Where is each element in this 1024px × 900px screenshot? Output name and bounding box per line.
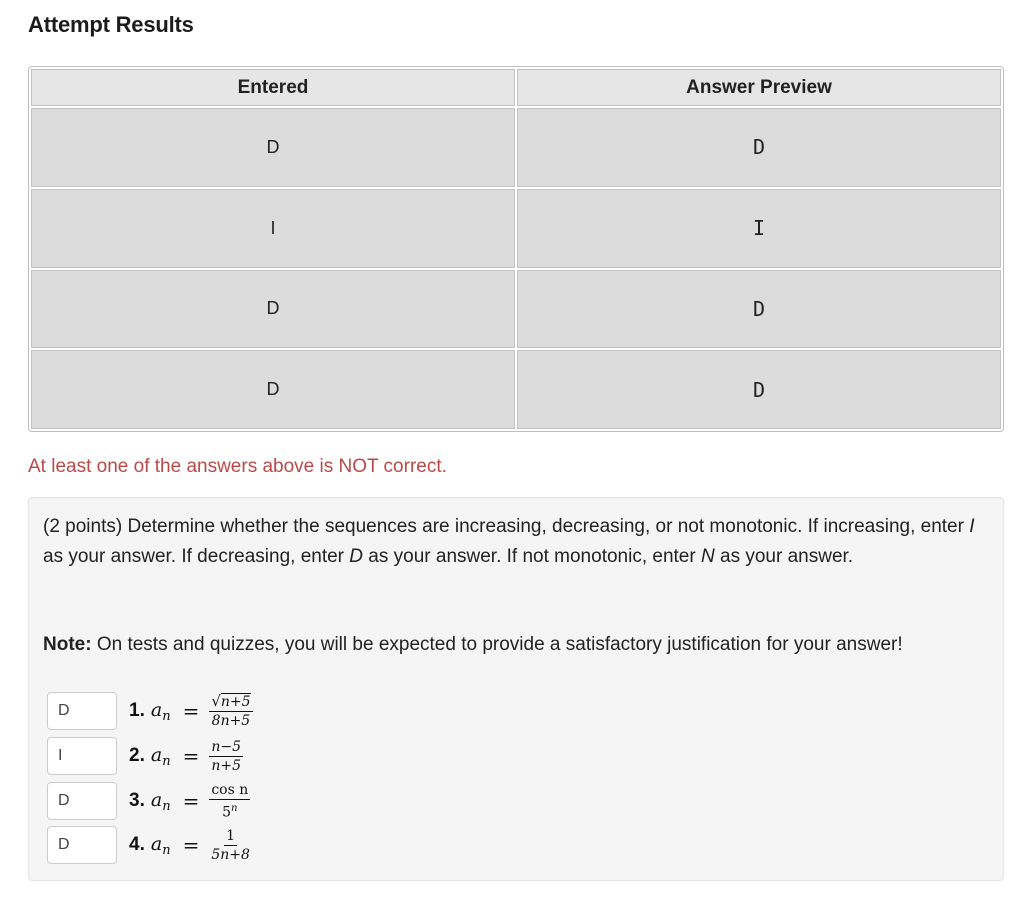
denominator-4: 5n+8 bbox=[211, 846, 250, 863]
entered-cell: D bbox=[31, 108, 515, 187]
item-number: 1. bbox=[129, 700, 145, 721]
prompt-text-mid2: as your answer. If not monotonic, enter bbox=[363, 546, 701, 567]
header-entered: Entered bbox=[31, 69, 515, 106]
sequence-variable: $a_n$ bbox=[150, 788, 171, 814]
answer-row-2 bbox=[47, 736, 243, 776]
answer-input-1[interactable] bbox=[47, 692, 117, 730]
answer-input-2[interactable] bbox=[47, 737, 117, 775]
formula-3 bbox=[129, 782, 250, 821]
formula-1 bbox=[129, 693, 253, 729]
results-table bbox=[29, 67, 1003, 431]
results-header-row bbox=[31, 69, 1001, 106]
answer-row-1 bbox=[47, 691, 253, 731]
denominator-1: 8n+5 bbox=[211, 713, 251, 729]
equals-sign: = bbox=[182, 699, 200, 723]
sequence-variable: $a_n$ bbox=[150, 832, 171, 858]
note-label: Note: bbox=[43, 634, 92, 655]
table-row bbox=[31, 108, 1001, 187]
problem-note bbox=[43, 630, 903, 660]
entered-cell: I bbox=[31, 189, 515, 268]
formula-2 bbox=[129, 739, 243, 774]
problem-prompt bbox=[43, 512, 993, 572]
preview-cell: D bbox=[517, 350, 1001, 429]
sequence-variable: $a_n$ bbox=[150, 698, 171, 724]
attempt-results-table bbox=[28, 66, 1004, 432]
prompt-i: I bbox=[969, 516, 975, 537]
problem-panel bbox=[28, 497, 1004, 881]
numerator-1: √n+5 bbox=[211, 692, 251, 710]
preview-cell: D bbox=[517, 108, 1001, 187]
numerator-2: n−5 bbox=[211, 738, 241, 755]
page-title: Attempt Results bbox=[28, 12, 194, 37]
item-number: 4. bbox=[129, 834, 145, 855]
answer-input-4[interactable] bbox=[47, 826, 117, 864]
fraction-1 bbox=[209, 693, 252, 729]
fraction-2 bbox=[209, 739, 243, 774]
sequence-variable: $a_n$ bbox=[150, 743, 171, 769]
sqrt-icon: √ bbox=[211, 692, 221, 710]
answer-row-4 bbox=[47, 825, 252, 865]
preview-cell: I bbox=[517, 189, 1001, 268]
numerator-4: 1 bbox=[226, 827, 236, 844]
fraction-4 bbox=[209, 828, 252, 863]
prompt-n: N bbox=[700, 546, 715, 567]
answer-input-3[interactable] bbox=[47, 782, 117, 820]
entered-cell: D bbox=[31, 270, 515, 349]
denominator-3: 5$^n$ bbox=[222, 802, 238, 821]
table-row bbox=[31, 189, 1001, 268]
preview-cell: D bbox=[517, 270, 1001, 349]
prompt-text: (2 points) Determine whether the sequences are increasing, decreasing, or not monotonic. If increasing, enter bbox=[43, 516, 970, 537]
denominator-2: n+5 bbox=[211, 757, 241, 774]
note-text: On tests and quizzes, you will be expected to provide a satisfactory justification for your answer! bbox=[91, 634, 903, 655]
prompt-text-end: as your answer. bbox=[714, 546, 854, 567]
equals-sign: = bbox=[182, 833, 200, 857]
prompt-d: D bbox=[349, 546, 364, 567]
equals-sign: = bbox=[182, 789, 200, 813]
formula-4 bbox=[129, 828, 252, 863]
item-number: 2. bbox=[129, 745, 145, 766]
header-answer-preview: Answer Preview bbox=[517, 69, 1001, 106]
entered-cell: D bbox=[31, 350, 515, 429]
answer-row-3 bbox=[47, 781, 250, 821]
numerator-3: cos n bbox=[211, 781, 249, 798]
fraction-3 bbox=[209, 782, 250, 821]
table-row bbox=[31, 350, 1001, 429]
prompt-text-mid1: as your answer. If decreasing, enter bbox=[43, 546, 350, 567]
table-row bbox=[31, 270, 1001, 349]
incorrect-warning: At least one of the answers above is NOT correct. bbox=[28, 456, 447, 477]
equals-sign: = bbox=[182, 744, 200, 768]
item-number: 3. bbox=[129, 790, 145, 811]
